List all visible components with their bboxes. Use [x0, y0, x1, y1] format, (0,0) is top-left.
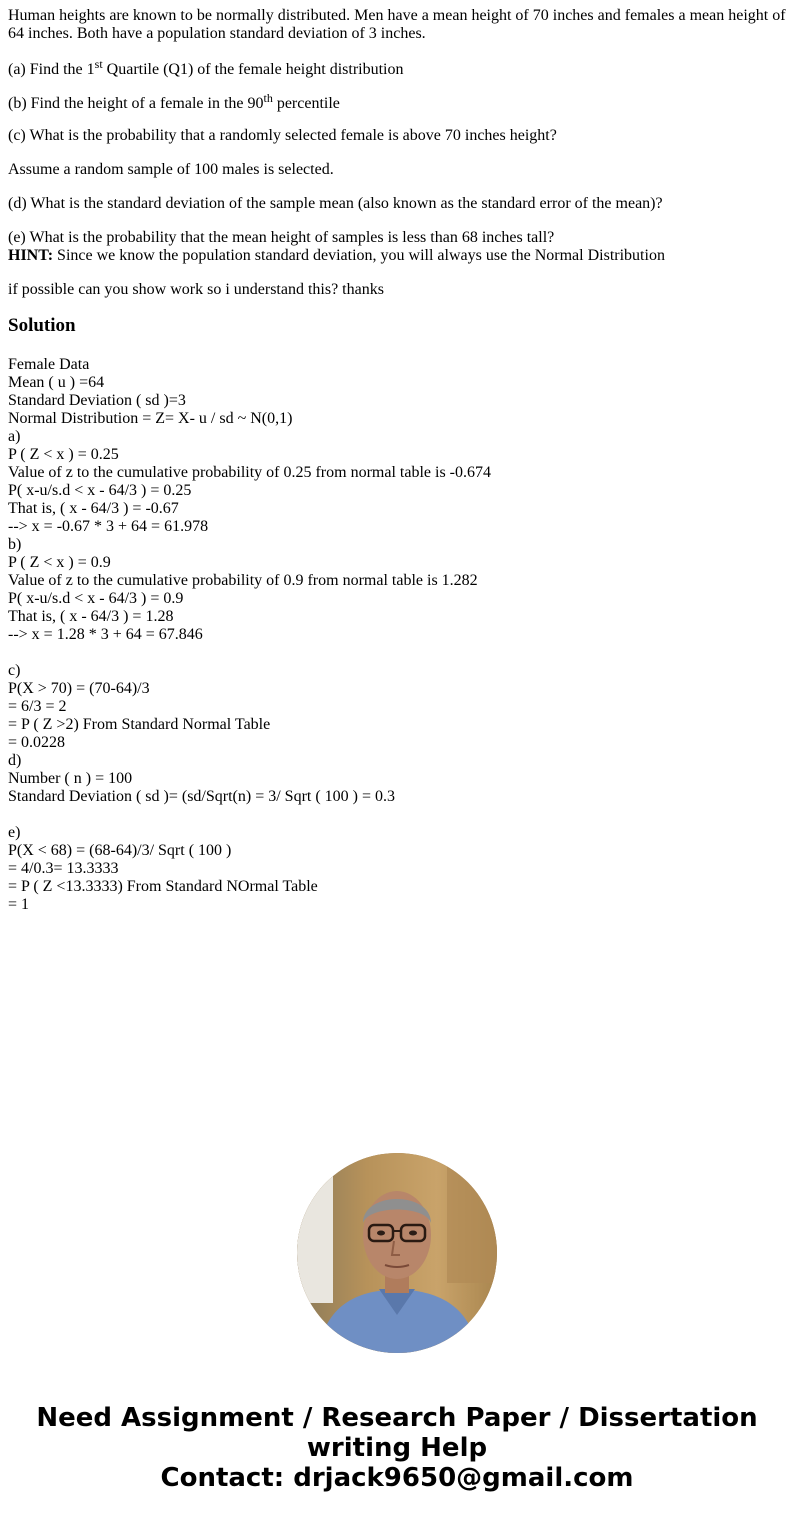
solution-line: = 0.0228 — [8, 734, 66, 751]
part-a-text-rest: Quartile (Q1) of the female height distribution — [102, 61, 404, 78]
solution-line: c) — [8, 662, 21, 679]
part-b-text: (b) Find the height of a female in the 90 — [8, 95, 264, 112]
solution-line: P(X < 68) = (68-64)/3/ Sqrt ( 100 ) — [8, 842, 232, 859]
solution-line: Normal Distribution = Z= X- u / sd ~ N(0,1) — [8, 410, 293, 427]
solution-line: = P ( Z >2) From Standard Normal Table — [8, 716, 271, 733]
footer-line-1: Need Assignment / Research Paper / Dissertation — [36, 1403, 758, 1433]
question-part-e: (e) What is the probability that the mean height of samples is less than 68 inches tall? — [8, 229, 555, 246]
solution-line: Standard Deviation ( sd )= (sd/Sqrt(n) = 3/ Sqrt ( 100 ) = 0.3 — [8, 788, 396, 805]
solution-line: b) — [8, 536, 22, 553]
document-body — [8, 7, 792, 914]
solution-line: --> x = 1.28 * 3 + 64 = 67.846 — [8, 626, 203, 643]
part-b-superscript: th — [263, 91, 273, 105]
solution-line: P ( Z < x ) = 0.25 — [8, 446, 119, 463]
question-part-b — [8, 93, 792, 115]
author-portrait-image — [297, 1153, 497, 1353]
hint-label: HINT: — [8, 247, 54, 264]
solution-line: P(X > 70) = (70-64)/3 — [8, 680, 150, 697]
footer-banner — [0, 1403, 794, 1493]
solution-line: P ( Z < x ) = 0.9 — [8, 554, 111, 571]
footer-contact: Contact: drjack9650@gmail.com — [160, 1463, 634, 1493]
part-a-text: (a) Find the 1 — [8, 61, 95, 78]
solution-line: --> x = -0.67 * 3 + 64 = 61.978 — [8, 518, 209, 535]
solution-line — [8, 644, 792, 662]
solution-line: = P ( Z <13.3333) From Standard NOrmal Table — [8, 878, 318, 895]
question-part-d: (d) What is the standard deviation of the sample mean (also known as the standard error of the mean)? — [8, 195, 663, 212]
solution-line: Female Data — [8, 356, 90, 373]
solution-line: Value of z to the cumulative probability of 0.9 from normal table is 1.282 — [8, 572, 478, 589]
part-a-superscript: st — [94, 57, 103, 71]
solution-line: = 6/3 = 2 — [8, 698, 67, 715]
question-part-c: (c) What is the probability that a randomly selected female is above 70 inches height? — [8, 127, 557, 144]
hint-text: Since we know the population standard deviation, you will always use the Normal Distribution — [53, 247, 665, 264]
solution-line: e) — [8, 824, 21, 841]
solution-line: a) — [8, 428, 21, 445]
solution-line: d) — [8, 752, 22, 769]
solution-line: = 1 — [8, 896, 30, 913]
author-photo — [297, 1153, 497, 1353]
hint — [8, 247, 792, 265]
solution-line: = 4/0.3= 13.3333 — [8, 860, 119, 877]
part-b-text-rest: percentile — [272, 95, 340, 112]
solution-line — [8, 806, 792, 824]
question-part-a — [8, 59, 792, 81]
solution-line: That is, ( x - 64/3 ) = -0.67 — [8, 500, 179, 517]
solution-body — [8, 356, 792, 914]
solution-line: Mean ( u ) =64 — [8, 374, 105, 391]
solution-line: P( x-u/s.d < x - 64/3 ) = 0.9 — [8, 590, 184, 607]
solution-line: P( x-u/s.d < x - 64/3 ) = 0.25 — [8, 482, 192, 499]
solution-line: Standard Deviation ( sd )=3 — [8, 392, 186, 409]
solution-line: Number ( n ) = 100 — [8, 770, 133, 787]
footer-line-2: writing Help — [306, 1433, 488, 1463]
solution-heading: Solution — [8, 315, 76, 336]
solution-line: Value of z to the cumulative probability of 0.25 from normal table is -0.674 — [8, 464, 491, 481]
question-assumption: Assume a random sample of 100 males is selected. — [8, 161, 334, 178]
solution-line: That is, ( x - 64/3 ) = 1.28 — [8, 608, 174, 625]
question-intro: Human heights are known to be normally distributed. Men have a mean height of 70 inches and females a mean height of 64 inches. Both have a population standard deviation of 3 inches. — [8, 7, 786, 42]
student-request: if possible can you show work so i understand this? thanks — [8, 281, 384, 298]
